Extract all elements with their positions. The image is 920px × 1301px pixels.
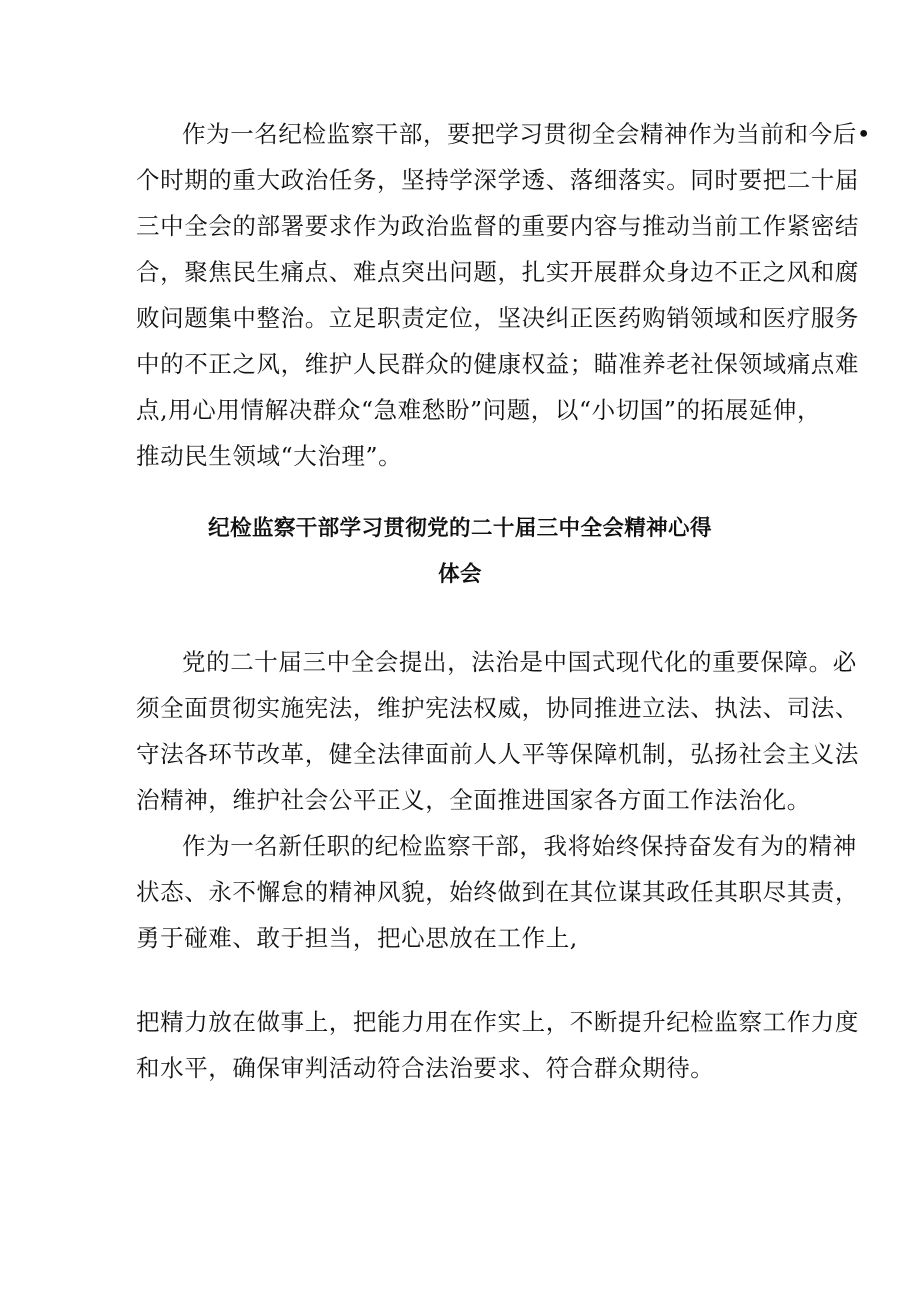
paragraph-line: 须全面贯彻实施宪法，维护宪法权威，协同推进立法、执法、司法、 — [136, 694, 859, 722]
paragraph-line: 守法各环节改革，健全法律面前人人平等保障机制，弘扬社会主义法 — [136, 740, 859, 768]
paragraph-line: 个时期的重大政治任务，坚持学深学透、落细落实。同时要把二十届 — [136, 166, 859, 194]
heading-line-2: 体会 — [438, 562, 482, 587]
paragraph-line: 中的不正之风，维护人民群众的健康权益；瞄准养老社保领域痛点难 — [136, 350, 859, 378]
paragraph-line: 三中全会的部署要求作为政治监督的重要内容与推动当前工作紧密结 — [136, 212, 859, 240]
paragraph-line: 推动民生领域“大治理”。 — [136, 442, 403, 470]
paragraph-line: 党的二十届三中全会提出，法治是中国式现代化的重要保障。必 — [182, 648, 857, 676]
paragraph-line: 败问题集中整治。立足职责定位，坚决纠正医药购销领域和医疗服务 — [136, 304, 859, 332]
heading-line-1: 纪检监察干部学习贯彻党的二十届三中全会精神心得 — [208, 516, 712, 541]
paragraph-line: 作为一名纪检监察干部，要把学习贯彻全会精神作为当前和今后• — [182, 120, 872, 148]
paragraph-line: 和水平，确保审判活动符合法治要求、符合群众期待。 — [136, 1054, 715, 1082]
paragraph-line: 作为一名新任职的纪检监察干部，我将始终保持奋发有为的精神 — [182, 832, 857, 860]
paragraph-line: 治精神，维护社会公平正义，全面推进国家各方面工作法治化。 — [136, 786, 811, 814]
paragraph-line: 把精力放在做事上，把能力用在作实上，不断提升纪检监察工作力度 — [136, 1008, 859, 1036]
paragraph-line: 合，聚焦民生痛点、难点突出问题，扎实开展群众身边不正之风和腐 — [136, 258, 859, 286]
paragraph-line: 状态、永不懈怠的精神风貌，始终做到在其位谋其政任其职尽其责， — [136, 878, 859, 906]
paragraph-line: 点,用心用情解决群众“急难愁盼”问题，以“小切国”的拓展延伸， — [136, 396, 822, 424]
paragraph-line: 勇于碰难、敢于担当，把心思放在工作上, — [136, 924, 578, 952]
